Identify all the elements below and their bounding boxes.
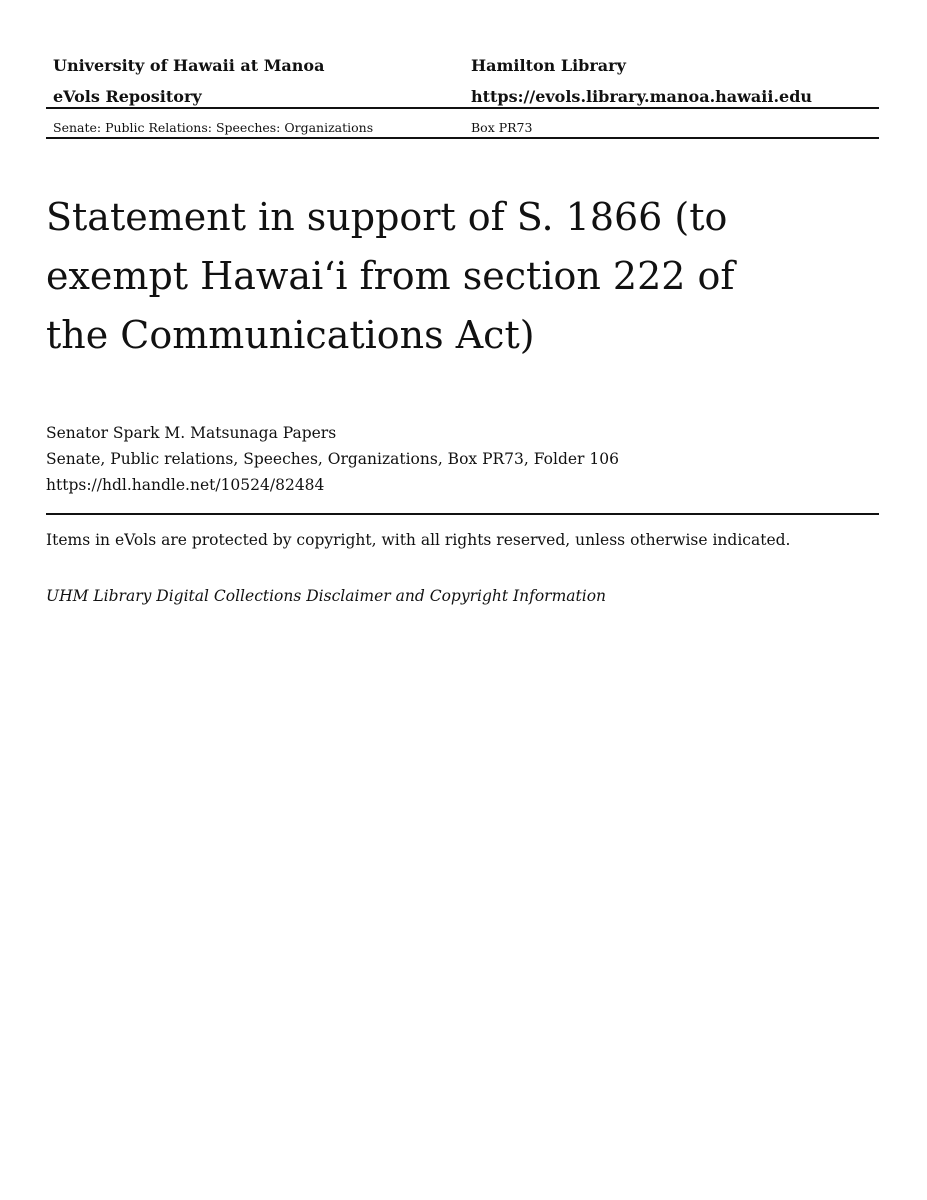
document-title: Statement in support of S. 1866 (to exempt Hawai‘i from section 222 of the Communications Act) — [46, 195, 735, 357]
header-row-repository — [46, 83, 879, 114]
handle-link[interactable]: https://hdl.handle.net/10524/82484 — [46, 476, 325, 494]
folder-location: Senate, Public relations, Speeches, Organizations, Box PR73, Folder 106 — [46, 450, 619, 468]
footer-divider — [46, 513, 879, 515]
rights-statement: Items in eVols are protected by copyright, with all rights reserved, unless otherwise indicated. — [46, 531, 791, 549]
header-row-institution — [46, 52, 879, 83]
box-label: Box PR73 — [471, 120, 533, 135]
repository-name: eVols Repository — [53, 87, 202, 106]
document-header — [46, 52, 879, 142]
repository-url[interactable]: https://evols.library.manoa.hawaii.edu — [471, 87, 813, 106]
header-divider-bottom — [46, 137, 879, 139]
citation-block — [46, 420, 879, 498]
collection-name: Senator Spark M. Matsunaga Papers — [46, 424, 337, 442]
disclaimer-link[interactable]: UHM Library Digital Collections Disclaimer and Copyright Information — [46, 587, 607, 605]
header-divider-top — [46, 107, 879, 109]
collection-path: Senate: Public Relations: Speeches: Organizations — [53, 120, 374, 135]
library-name: Hamilton Library — [471, 56, 626, 75]
institution-name: University of Hawaii at Manoa — [53, 56, 325, 75]
